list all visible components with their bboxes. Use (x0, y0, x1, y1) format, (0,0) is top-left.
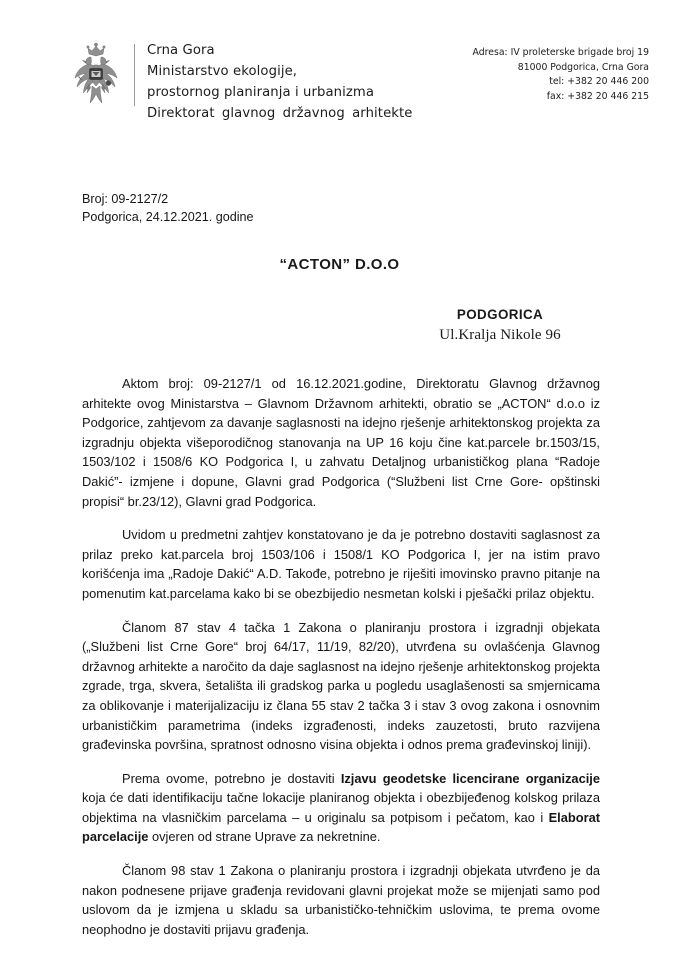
organization-name-block (147, 38, 413, 124)
contact-fax: fax: +382 20 446 215 (546, 90, 649, 102)
body-paragraph-4-text-3: ovjeren od strane Uprave za nekretnine. (148, 829, 381, 845)
letterhead-divider (134, 44, 135, 106)
contact-address: Adresa: IV proleterske brigade broj 19 (472, 47, 649, 58)
organization-line-4: Direktorat glavnog državnog arhitekte (147, 106, 413, 121)
body-paragraph-5: Članom 98 stav 1 Zakona o planiranju prostora i izgradnji objekata utvrđeno je da nakon podnesene prijave građenja revidovani glavni projekat može se mijenjati samo pod uslovom da je izmjena u skladu sa urbanističko-tehničkim uslovima, te prema ovome neophodno je dostaviti prijavu građenja. (82, 863, 600, 937)
body-paragraph-4-text-2: koja će dati identifikaciju tačne lokacije planiranog objekta i obezbijeđenog kolskog prilaza objektima na vlasničkim parcelama – u originalu sa potpisom i pečatom, kao i (82, 790, 600, 825)
document-body (82, 374, 600, 939)
body-paragraph-4-bold-2: Elaborat parcelacije (82, 809, 600, 845)
organization-line-3: prostornog planiranja i urbanizma (147, 85, 375, 100)
body-paragraph-1: Aktom broj: 09-2127/1 od 16.12.2021.godine, Direktoratu Glavnog državnog arhitekte ovog Ministarstva – Glavnom Državnom arhitekti, obratio se „ACTON“ d.o.o iz Podgorice, zahtjevom za davanje saglasnosti na idejno rješenje arhitektonskog projekta za izgradnju objekta višeporodičnog stanovanja na UP 16 koju čine kat.parcele br.1503/15, 1503/102 i 1508/6 KO Podgorica I, u zahvatu Detaljnog urbanističkog plana “Radoje Dakić”- izmjene i dopune, Glavni grad Podgorica (“Službeni list Crne Gore- opštinski propisi“ br.23/12), Glavni grad Podgorica. (82, 376, 600, 509)
addressee-company: “ACTON” D.O.O (279, 256, 400, 273)
contact-block (473, 38, 649, 104)
letterhead (0, 38, 679, 124)
body-paragraph-3: Članom 87 stav 4 tačka 1 Zakona o planiranju prostora i izgradnji objekata („Službeni list Crne Gore“ broj 64/17, 11/19, 82/20), utvrđena su ovlašćenja Glavnog državnog arhitekte a naročito da daje saglasnost na idejno rješenje arhitektonskog projekta zgrade, trga, skvera, šetališta ili gradskog parka u pogledu usaglašenosti sa smjernicama za oblikovanje i materijalizaciju iz člana 55 stav 2 tačka 3 i stav 3 ovog zakona i osnovnim urbanističkim parametrima (indeks izgrađenosti, indeks zauzetosti, bruto razvijena građevinska površina, spratnost odnosno visina objekta i odnos prema građevinskoj liniji). (82, 619, 600, 753)
body-paragraph-4-bold-1: Izjavu geodetske licencirane organizacije (340, 770, 600, 786)
letterhead-brand (70, 38, 413, 124)
contact-city: 81000 Podgorica, Crna Gora (517, 61, 649, 73)
body-paragraph-2: Uvidom u predmetni zahtjev konstatovano je da je potrebno dostaviti saglasnost za prilaz preko kat.parcela broj 1503/106 i 1508/1 KO Podgorica I, jer na istim pravo korišćenja ima „Radoje Dakić“ A.D. Takođe, potrebno je riješiti imovinsko pravno pitanje na pomenutim kat.parcelama kako bi se obezbijedio nesmetan kolski i pješački prilaz objektu. (82, 527, 600, 601)
organization-line-2: Ministarstvo ekologije, (147, 64, 298, 79)
reference-block (82, 190, 254, 226)
reference-number: Broj: 09-2127/2 (82, 192, 169, 206)
body-paragraph-4 (82, 769, 600, 847)
organization-line-1: Crna Gora (147, 43, 215, 58)
reference-place-date: Podgorica, 24.12.2021. godine (82, 210, 254, 224)
addressee-location-block (395, 305, 605, 346)
body-paragraph-4-text-1: Prema ovome, potrebno je dostaviti (122, 770, 341, 786)
addressee-city: PODGORICA (456, 307, 544, 322)
contact-telephone: tel: +382 20 446 200 (549, 76, 649, 87)
montenegro-coat-of-arms-icon (70, 42, 122, 118)
addressee-street: Ul.Kralja Nikole 96 (439, 327, 561, 343)
